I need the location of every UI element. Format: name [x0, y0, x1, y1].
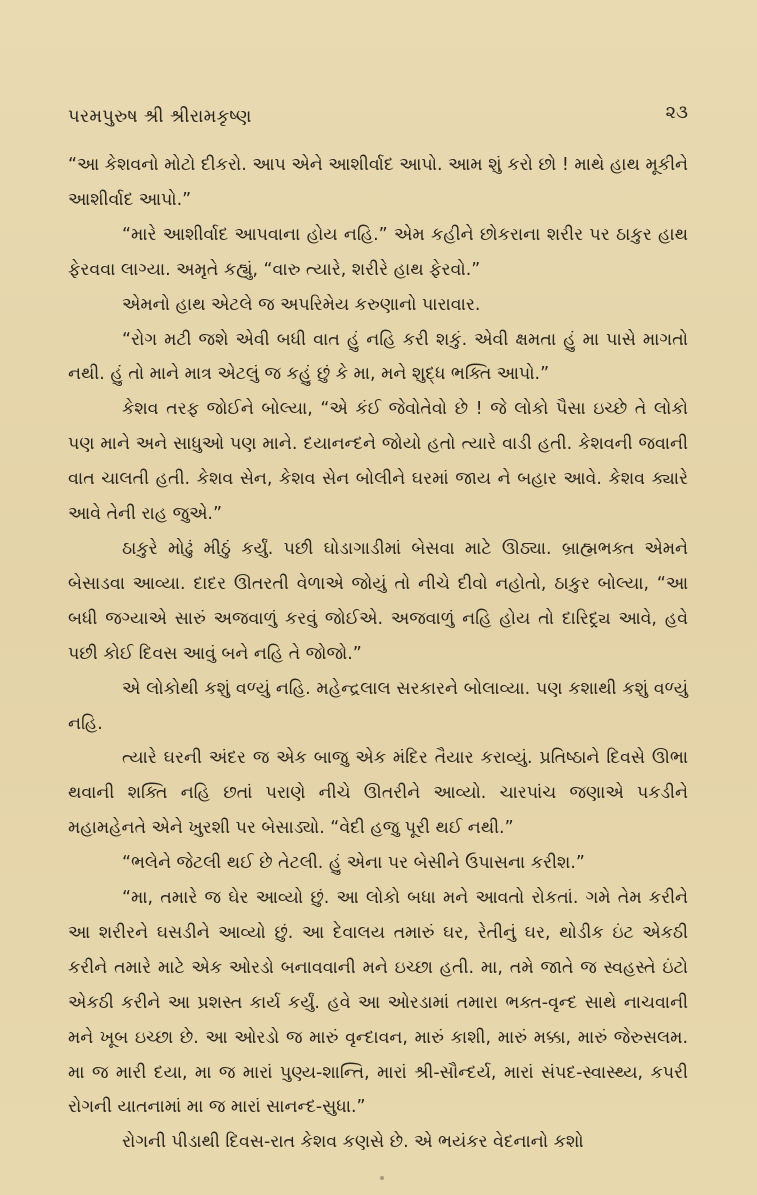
running-title: પરમપુરુષ શ્રી શ્રીરામકૃષ્ણ: [68, 106, 252, 127]
paragraph: ઠાકુરે મોઢું મીઠું કર્યું. પછી ઘોડાગાડીમાં બેસવા માટે ઊઠ્યા. બ્રાહ્મભક્ત એમને બેસાડવા આવ્યા. દાદર ઊતરતી વેળાએ જોયું તો નીચે દીવો નહોતો, ઠાકુર બોલ્યા, “આ બધી જગ્યાએ સારું અજવાળું કરવું જોઈએ. અજવાળું નહિ હોય તો દારિદ્ર્ય આવે, હવે પછી કોઈ દિવસ આવું બને નહિ તે જોજો.”: [68, 538, 688, 664]
page-number: ૨૩: [665, 102, 688, 123]
paragraph: ત્યારે ઘરની અંદર જ એક બાજુ એક મંદિર તૈયાર કરાવ્યું. પ્રતિષ્ઠાને દિવસે ઊભા થવાની શક્તિ નહિ છતાં પરાણે નીચે ઊતરીને આવ્યો. ચારપાંચ જણાએ પકડીને મહામહેનતે એને ખુરશી પર બેસાડ્યો. “વેદી હજુ પૂરી થઈ નથી.”: [68, 748, 688, 839]
running-header: [68, 100, 688, 136]
paragraph: કેશવ તરફ જોઈને બોલ્યા, “એ કંઈ જેવોતેવો છે ! જે લોકો પૈસા ઇચ્છે તે લોકો પણ માને અને સાધુઓ પણ માને. દયાનન્દને જોયો હતો ત્યારે વાડી હતી. કેશવની જવાની વાત ચાલતી હતી. કેશવ સેન, કેશવ સેન બોલીને ઘરમાં જાય ને બહાર આવે. કેશવ ક્યારે આવે તેની રાહ જુએ.”: [68, 399, 688, 525]
paragraph: એમનો હાથ એટલે જ અપરિમેય કરુણાનો પારાવાર.: [122, 294, 481, 315]
paragraph: “મા, તમારે જ ઘેર આવ્યો છું. આ લોકો બધા મને આવતો રોકતાં. ગમે તેમ કરીને આ શરીરને ઘસડીને આવ્યો છું. આ દેવાલય તમારું ઘર, રેતીનું ઘર, થોડીક ઇંટ એકઠી કરીને તમારે માટે એક ઓરડો બનાવવાની મને ઇચ્છા હતી. મા, તમે જાતે જ સ્વહસ્તે ઇંટો એકઠી કરીને આ પ્રશસ્ત કાર્ય કર્યું. હવે આ ઓરડામાં તમારા ભક્ત-વૃન્દ સાથે નાચવાની મને ખૂબ ઇચ્છા છે. આ ઓરડો જ મારું વૃન્દાવન, મારું કાશી, મારું મક્કા, મારું જેરુસલમ. મા જ મારી દયા, મા જ મારાં પુણ્ય-શાન્તિ, મારાં શ્રી-સૌન્દર્ય, મારાં સંપદ-સ્વાસ્થ્ય, કપરી રોગની યાતનામાં મા જ મારાં સાનન્દ-સુધા.”: [68, 888, 688, 1118]
paragraph: એ લોકોથી કશું વળ્યું નહિ. મહેન્દ્રલાલ સરકારને બોલાવ્યા. પણ કશાથી કશું વળ્યું નહિ.: [68, 678, 688, 734]
body-text: [68, 148, 688, 1160]
paragraph: “રોગ મટી જશે એવી બધી વાત હું નહિ કરી શકું. એવી ક્ષમતા હું મા પાસે માગતો નથી. હું તો માને માત્ર એટલું જ કહું છું કે મા, મને શુદ્ધ ભક્તિ આપો.”: [68, 329, 688, 385]
paragraph: “ભલેને જેટલી થઈ છે તેટલી. હું એના પર બેસીને ઉપાસના કરીશ.”: [122, 853, 585, 874]
print-speck: [380, 1176, 384, 1180]
paragraph: રોગની પીડાથી દિવસ-રાત કેશવ કણસે છે. એ ભયંકર વેદનાનો કશો: [122, 1132, 584, 1153]
paragraph: “આ કેશવનો મોટો દીકરો. આપ એને આશીર્વાદ આપો. આમ શું કરો છો ! માથે હાથ મૂકીને આશીર્વાદ આપો.”: [68, 155, 688, 210]
paragraph: “મારે આશીર્વાદ આપવાના હોય નહિ.” એમ કહીને છોકરાના શરીર પર ઠાકુર હાથ ફેરવવા લાગ્યા. અમૃતે કહ્યું, “વારુ ત્યારે, શરીરે હાથ ફેરવો.”: [68, 224, 688, 280]
